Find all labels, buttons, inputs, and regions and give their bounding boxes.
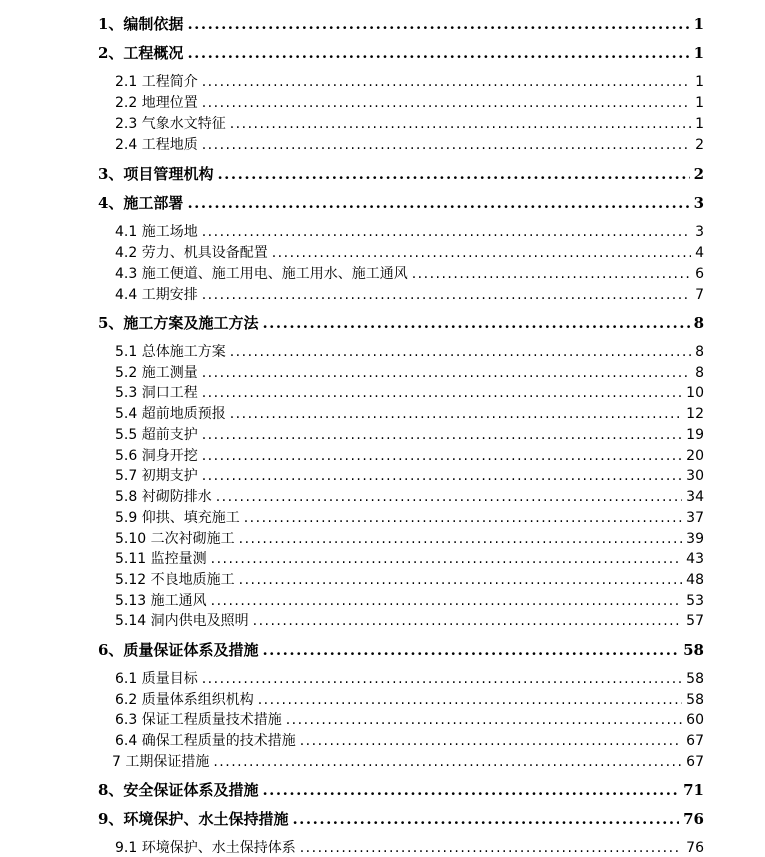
toc-entry-page-number: 71 xyxy=(683,781,704,799)
toc-entry-title: 1、编制依据 xyxy=(98,15,184,33)
toc-entry-title: 2.2 地理位置 xyxy=(115,95,198,111)
toc-entry-page-number: 30 xyxy=(686,468,704,484)
toc-dot-leader xyxy=(262,781,679,799)
toc-section-entry[interactable] xyxy=(0,730,765,750)
toc-dot-leader xyxy=(244,510,682,526)
toc-entry-title: 4.2 劳力、机具设备配置 xyxy=(115,245,268,261)
toc-entry-title: 4、施工部署 xyxy=(98,194,184,212)
toc-entry-page-number: 60 xyxy=(686,712,704,728)
toc-section-entry[interactable] xyxy=(0,242,765,262)
toc-entry-title: 6.1 质量目标 xyxy=(115,671,198,687)
toc-entry-title: 2、工程概况 xyxy=(98,44,184,62)
toc-dot-leader xyxy=(216,489,682,505)
toc-entry-title: 2.4 工程地质 xyxy=(115,137,198,153)
toc-section-entry[interactable] xyxy=(0,837,765,857)
toc-dot-leader xyxy=(211,593,683,609)
toc-dot-leader xyxy=(217,165,689,183)
toc-section-entry[interactable] xyxy=(0,445,765,465)
toc-entry-page-number: 76 xyxy=(683,810,704,828)
toc-entry-title: 5.10 二次衬砌施工 xyxy=(115,531,235,547)
toc-dot-leader xyxy=(272,245,691,261)
toc-dot-leader xyxy=(202,74,691,90)
toc-dot-leader xyxy=(412,266,691,282)
toc-entry-title: 5.6 洞身开挖 xyxy=(115,448,198,464)
toc-entry-title: 2.1 工程简介 xyxy=(115,74,198,90)
toc-dot-leader xyxy=(202,95,691,111)
toc-dot-leader xyxy=(262,641,679,659)
toc-section-entry[interactable] xyxy=(0,610,765,630)
toc-section-entry[interactable] xyxy=(0,263,765,283)
toc-entry-page-number: 67 xyxy=(686,754,704,770)
toc-entry-title: 8、安全保证体系及措施 xyxy=(98,781,259,799)
toc-chapter-entry[interactable] xyxy=(0,779,765,800)
toc-section-entry[interactable] xyxy=(0,403,765,423)
toc-entry-page-number: 58 xyxy=(683,641,704,659)
toc-entry-title: 5.13 施工通风 xyxy=(115,593,207,609)
toc-section-entry[interactable] xyxy=(0,284,765,304)
toc-dot-leader xyxy=(230,406,682,422)
toc-entry-page-number: 4 xyxy=(695,245,704,261)
toc-entry-title: 5.11 监控量测 xyxy=(115,551,207,567)
toc-section-entry[interactable] xyxy=(0,113,765,133)
toc-entry-page-number: 53 xyxy=(686,593,704,609)
toc-section-entry[interactable] xyxy=(0,465,765,485)
toc-entry-page-number: 34 xyxy=(686,489,704,505)
toc-entry-title: 5.8 衬砌防排水 xyxy=(115,489,212,505)
toc-chapter-entry[interactable] xyxy=(0,13,765,34)
toc-entry-title: 5.3 洞口工程 xyxy=(115,385,198,401)
toc-dot-leader xyxy=(300,733,682,749)
toc-entry-page-number: 6 xyxy=(695,266,704,282)
toc-dot-leader xyxy=(202,224,691,240)
toc-dot-leader xyxy=(202,365,691,381)
toc-entry-page-number: 1 xyxy=(693,15,704,33)
toc-entry-page-number: 67 xyxy=(686,733,704,749)
toc-entry-page-number: 48 xyxy=(686,572,704,588)
toc-entry-page-number: 37 xyxy=(686,510,704,526)
toc-section-entry[interactable] xyxy=(0,486,765,506)
toc-section-entry[interactable] xyxy=(0,382,765,402)
toc-dot-leader xyxy=(187,44,689,62)
toc-entry-title: 6.2 质量体系组织机构 xyxy=(115,692,254,708)
toc-section-entry[interactable] xyxy=(0,221,765,241)
toc-entry-page-number: 76 xyxy=(686,840,704,856)
toc-entry-title: 3、项目管理机构 xyxy=(98,165,214,183)
toc-dot-leader xyxy=(202,427,682,443)
toc-dot-leader xyxy=(262,314,689,332)
toc-entry-title: 4.1 施工场地 xyxy=(115,224,198,240)
toc-entry-page-number: 1 xyxy=(695,74,704,90)
toc-entry-page-number: 3 xyxy=(693,194,704,212)
toc-entry-title: 4.3 施工便道、施工用电、施工用水、施工通风 xyxy=(115,266,408,282)
toc-dot-leader xyxy=(253,613,683,629)
toc-entry-title: 5.1 总体施工方案 xyxy=(115,344,226,360)
toc-section-entry[interactable] xyxy=(0,528,765,548)
toc-chapter-entry[interactable] xyxy=(0,639,765,660)
toc-dot-leader xyxy=(187,15,689,33)
toc-section-entry[interactable] xyxy=(0,689,765,709)
toc-section-entry[interactable] xyxy=(0,341,765,361)
toc-section-entry[interactable] xyxy=(0,507,765,527)
toc-section-entry[interactable] xyxy=(0,569,765,589)
toc-dot-leader xyxy=(292,810,679,828)
toc-section-entry[interactable] xyxy=(0,590,765,610)
toc-entry-page-number: 20 xyxy=(686,448,704,464)
toc-section-entry[interactable] xyxy=(0,548,765,568)
toc-chapter-entry[interactable] xyxy=(0,163,765,184)
toc-entry-title: 5.7 初期支护 xyxy=(115,468,198,484)
toc-dot-leader xyxy=(202,671,682,687)
toc-entry-page-number: 57 xyxy=(686,613,704,629)
toc-entry-title: 9.1 环境保护、水土保持体系 xyxy=(115,840,296,856)
toc-entry-page-number: 43 xyxy=(686,551,704,567)
toc-section-entry[interactable] xyxy=(0,668,765,688)
toc-dot-leader xyxy=(230,116,691,132)
toc-dot-leader xyxy=(211,551,683,567)
toc-dot-leader xyxy=(286,712,682,728)
toc-entry-page-number: 3 xyxy=(695,224,704,240)
toc-entry-page-number: 12 xyxy=(686,406,704,422)
toc-entry-title: 5.5 超前支护 xyxy=(115,427,198,443)
toc-entry-title: 5.12 不良地质施工 xyxy=(115,572,235,588)
toc-entry-page-number: 8 xyxy=(695,344,704,360)
toc-entry-title: 5、施工方案及施工方法 xyxy=(98,314,259,332)
toc-entry-title: 5.9 仰拱、填充施工 xyxy=(115,510,240,526)
toc-section-entry[interactable] xyxy=(0,709,765,729)
toc-entry-page-number: 10 xyxy=(686,385,704,401)
toc-dot-leader xyxy=(213,754,682,770)
toc-dot-leader xyxy=(202,137,691,153)
toc-section-entry[interactable] xyxy=(0,362,765,382)
toc-entry-page-number: 8 xyxy=(693,314,704,332)
toc-dot-leader xyxy=(202,287,691,303)
toc-entry-page-number: 1 xyxy=(693,44,704,62)
toc-entry-title: 5.14 洞内供电及照明 xyxy=(115,613,249,629)
toc-entry-page-number: 58 xyxy=(686,671,704,687)
toc-section-entry[interactable] xyxy=(0,92,765,112)
toc-entry-page-number: 2 xyxy=(693,165,704,183)
toc-entry-title: 5.4 超前地质预报 xyxy=(115,406,226,422)
toc-dot-leader xyxy=(230,344,691,360)
toc-entry-title: 6.4 确保工程质量的技术措施 xyxy=(115,733,296,749)
toc-entry-title: 4.4 工期安排 xyxy=(115,287,198,303)
toc-entry-title: 6.3 保证工程质量技术措施 xyxy=(115,712,282,728)
toc-dot-leader xyxy=(187,194,689,212)
toc-entry-page-number: 2 xyxy=(695,137,704,153)
toc-entry-page-number: 39 xyxy=(686,531,704,547)
toc-dot-leader xyxy=(239,572,683,588)
toc-chapter-entry[interactable] xyxy=(0,42,765,63)
toc-entry-page-number: 1 xyxy=(695,116,704,132)
toc-entry-title: 6、质量保证体系及措施 xyxy=(98,641,259,659)
toc-entry-page-number: 1 xyxy=(695,95,704,111)
toc-chapter-entry[interactable] xyxy=(0,312,765,333)
toc-entry-title: 7 工期保证措施 xyxy=(112,754,210,770)
toc-dot-leader xyxy=(202,468,682,484)
toc-chapter-entry[interactable] xyxy=(0,192,765,213)
toc-section-entry[interactable] xyxy=(0,751,765,771)
toc-entry-title: 9、环境保护、水土保持措施 xyxy=(98,810,289,828)
toc-entry-page-number: 19 xyxy=(686,427,704,443)
toc-chapter-entry[interactable] xyxy=(0,808,765,829)
toc-dot-leader xyxy=(202,385,682,401)
toc-entry-page-number: 8 xyxy=(695,365,704,381)
toc-dot-leader xyxy=(202,448,682,464)
toc-entry-page-number: 58 xyxy=(686,692,704,708)
toc-entry-title: 5.2 施工测量 xyxy=(115,365,198,381)
toc-entry-page-number: 7 xyxy=(695,287,704,303)
toc-section-entry[interactable] xyxy=(0,134,765,154)
toc-dot-leader xyxy=(300,840,682,856)
toc-entry-title: 2.3 气象水文特征 xyxy=(115,116,226,132)
toc-dot-leader xyxy=(239,531,683,547)
toc-section-entry[interactable] xyxy=(0,71,765,91)
toc-dot-leader xyxy=(258,692,682,708)
toc-section-entry[interactable] xyxy=(0,424,765,444)
